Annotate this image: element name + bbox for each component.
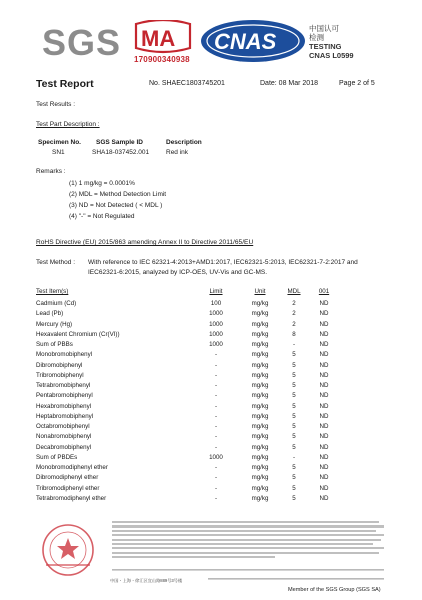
cnas-cn-line-1: 中国认可	[309, 24, 339, 33]
test-item: Tribromobiphenyl	[36, 371, 84, 379]
unit-value: mg/kg	[251, 412, 269, 420]
test-item: Sum of PBDEs	[36, 453, 78, 461]
mdl-value: 2	[292, 300, 296, 307]
footer-address-cn: 中国・上海・徐汇区宜山路889号3号楼	[110, 578, 183, 583]
table-row	[36, 351, 376, 360]
test-item: Nonabromobiphenyl	[36, 433, 92, 441]
table-row	[36, 403, 376, 412]
mdl-value: 5	[292, 412, 296, 420]
result-value: ND	[319, 341, 329, 348]
report-page-number: Page 2 of 5	[339, 80, 375, 87]
result-value: ND	[319, 361, 329, 369]
unit-value: mg/kg	[251, 433, 269, 441]
result-value: ND	[319, 443, 329, 451]
result-value: ND	[319, 423, 329, 430]
limit-value: 1000	[209, 320, 223, 328]
result-value: ND	[319, 433, 329, 441]
limit-value: -	[214, 361, 218, 369]
cnas-logo-text: CNAS	[214, 29, 277, 54]
test-item: Cadmium (Cd)	[36, 300, 77, 307]
cnas-en-line-2: CNAS L0599	[309, 51, 354, 60]
limit-value: -	[214, 371, 218, 379]
report-title: Test Report	[36, 78, 94, 90]
table-row	[36, 495, 376, 504]
mdl-value: 5	[292, 484, 296, 492]
test-item: Pentabromobiphenyl	[36, 392, 93, 400]
result-value: ND	[319, 310, 329, 318]
mdl-value: 5	[292, 402, 296, 410]
limit-value: -	[214, 351, 218, 359]
test-item: Octabromobiphenyl	[36, 423, 90, 430]
cnas-en-line-1: TESTING	[309, 42, 342, 51]
limit-value: -	[214, 484, 218, 492]
header-mdl: MDL	[287, 288, 301, 295]
unit-value: mg/kg	[251, 443, 269, 451]
result-value: ND	[319, 371, 329, 379]
test-method-line-2: IEC62321-6:2015, analyzed by ICP-OES, UV-Vis and GC-MS.	[88, 269, 268, 276]
test-item: Dibromodiphenyl ether	[36, 474, 99, 482]
mdl-value: 5	[292, 474, 296, 482]
test-item: Tribromodiphenyl ether	[36, 484, 100, 492]
limit-value: 1000	[209, 453, 223, 461]
result-value: ND	[319, 351, 329, 359]
table-row	[36, 444, 376, 453]
header-result-001: 001	[318, 288, 330, 295]
unit-value: mg/kg	[251, 320, 269, 328]
unit-value: mg/kg	[251, 371, 269, 379]
test-item: Hexavalent Chromium (Cr(VI))	[36, 330, 120, 338]
test-item: Dibromobiphenyl	[36, 361, 83, 369]
table-row	[36, 300, 376, 309]
specimen-header-sample-id: SGS Sample ID	[96, 139, 143, 146]
table-row	[36, 454, 376, 463]
result-value: ND	[319, 402, 329, 410]
limit-value: -	[214, 474, 218, 482]
test-item: Monobromodiphenyl ether	[36, 464, 108, 471]
sgs-logo	[40, 22, 124, 62]
mdl-value: 5	[292, 382, 296, 389]
limit-value: -	[214, 464, 218, 471]
result-value: ND	[319, 474, 329, 482]
limit-value: -	[214, 402, 218, 410]
table-row	[36, 392, 376, 401]
result-value: ND	[319, 392, 329, 400]
test-results-label: Test Results :	[36, 101, 76, 108]
unit-value: mg/kg	[251, 494, 269, 502]
unit-value: mg/kg	[251, 351, 269, 359]
mdl-value: 2	[292, 310, 296, 318]
limit-value: -	[214, 443, 218, 451]
ma-logo-text: MA	[141, 26, 176, 51]
limit-value: 1000	[209, 330, 223, 338]
table-row	[36, 341, 376, 350]
unit-value: mg/kg	[251, 382, 269, 389]
specimen-description: Red ink	[166, 149, 189, 156]
mdl-value: 5	[292, 494, 296, 502]
result-value: ND	[319, 412, 329, 420]
table-row	[36, 372, 376, 381]
sgs-seal-stamp	[38, 522, 102, 578]
unit-value: mg/kg	[251, 341, 269, 348]
test-item: Lead (Pb)	[36, 310, 64, 318]
mdl-value: 2	[292, 320, 296, 328]
specimen-no: SN1	[52, 149, 65, 156]
unit-value: mg/kg	[251, 464, 269, 471]
unit-value: mg/kg	[251, 392, 269, 400]
limit-value: 1000	[209, 341, 223, 348]
specimen-header-description: Description	[166, 139, 202, 146]
cnas-cn-line-2: 检测	[309, 33, 324, 42]
specimen-header-no: Specimen No.	[38, 139, 81, 146]
mdl-value: 5	[292, 433, 296, 441]
result-value: ND	[319, 453, 329, 461]
table-row	[36, 464, 376, 473]
result-value: ND	[319, 320, 329, 328]
table-row	[36, 474, 376, 483]
mdl-value: -	[292, 453, 296, 461]
sgs-group-member-text: Member of the SGS Group (SGS SA)	[288, 587, 381, 593]
remark-item: (3) ND = Not Detected ( < MDL )	[69, 202, 163, 209]
table-row	[36, 485, 376, 494]
test-item: Hexabromobiphenyl	[36, 402, 92, 410]
limit-value: -	[214, 382, 218, 389]
limit-value: -	[214, 392, 218, 400]
limit-value: -	[214, 433, 218, 441]
cnas-accreditation-text	[309, 24, 354, 60]
table-row	[36, 382, 376, 391]
table-row	[36, 331, 376, 340]
result-value: ND	[319, 494, 329, 502]
mdl-value: 5	[292, 392, 296, 400]
header-test-items: Test Item(s)	[36, 288, 69, 295]
table-row	[36, 310, 376, 319]
cnas-logo	[198, 18, 308, 64]
mdl-value: -	[292, 341, 296, 348]
terms-and-conditions-fine-print	[112, 521, 384, 563]
test-item: Decabromobiphenyl	[36, 443, 92, 451]
test-item: Heptabromobiphenyl	[36, 412, 94, 420]
unit-value: mg/kg	[251, 402, 269, 410]
remark-item: (4) "-" = Not Regulated	[69, 213, 135, 220]
mdl-value: 5	[292, 351, 296, 359]
test-item: Tetrabromodiphenyl ether	[36, 494, 107, 502]
table-row	[36, 413, 376, 422]
test-method-line-1: With reference to IEC 62321-4:2013+AMD1:2017, IEC62321-5:2013, IEC62321-7-2:2017 and	[88, 259, 358, 266]
test-item: Mercury (Hg)	[36, 320, 73, 328]
limit-value: -	[214, 423, 218, 430]
sgs-logo-text: SGS	[42, 22, 122, 62]
remarks-label: Remarks :	[36, 168, 66, 175]
report-date: Date: 08 Mar 2018	[260, 80, 318, 87]
results-table-header	[36, 288, 376, 297]
report-number: No. SHAEC1803745201	[149, 80, 225, 87]
result-value: ND	[319, 484, 329, 492]
unit-value: mg/kg	[251, 453, 269, 461]
unit-value: mg/kg	[251, 361, 269, 369]
limit-value: 100	[210, 300, 222, 307]
table-row	[36, 423, 376, 432]
specimen-sample-id: SHA18-037452.001	[92, 149, 150, 156]
footer-address-lines	[112, 568, 384, 582]
ma-certificate-number: 170900340938	[134, 55, 190, 64]
test-part-description-label: Test Part Description :	[36, 121, 100, 128]
result-value: ND	[319, 300, 329, 307]
test-item: Sum of PBBs	[36, 341, 73, 348]
mdl-value: 5	[292, 443, 296, 451]
unit-value: mg/kg	[251, 474, 269, 482]
header-unit: Unit	[254, 288, 266, 295]
test-method-label: Test Method :	[36, 259, 76, 266]
test-item: Monobromobiphenyl	[36, 351, 93, 359]
result-value: ND	[319, 382, 329, 389]
limit-value: -	[214, 412, 218, 420]
table-row	[36, 362, 376, 371]
unit-value: mg/kg	[251, 310, 269, 318]
result-value: ND	[319, 330, 329, 338]
table-row	[36, 433, 376, 442]
header-limit: Limit	[209, 288, 223, 295]
mdl-value: 5	[292, 464, 296, 471]
test-item: Tetrabromobiphenyl	[36, 382, 91, 389]
mdl-value: 5	[292, 371, 296, 379]
table-row	[36, 321, 376, 330]
remark-item: (2) MDL = Method Detection Limit	[69, 191, 167, 198]
mdl-value: 5	[292, 423, 296, 430]
unit-value: mg/kg	[251, 330, 269, 338]
unit-value: mg/kg	[251, 423, 269, 430]
mdl-value: 8	[292, 330, 296, 338]
limit-value: 1000	[209, 310, 223, 318]
remark-item: (1) 1 mg/kg = 0.0001%	[69, 180, 135, 187]
unit-value: mg/kg	[251, 484, 269, 492]
mdl-value: 5	[292, 361, 296, 369]
unit-value: mg/kg	[251, 300, 269, 307]
directive-title: RoHS Directive (EU) 2015/863 amending Annex II to Directive 2011/65/EU	[36, 239, 254, 246]
result-value: ND	[319, 464, 329, 471]
limit-value: -	[214, 494, 218, 502]
